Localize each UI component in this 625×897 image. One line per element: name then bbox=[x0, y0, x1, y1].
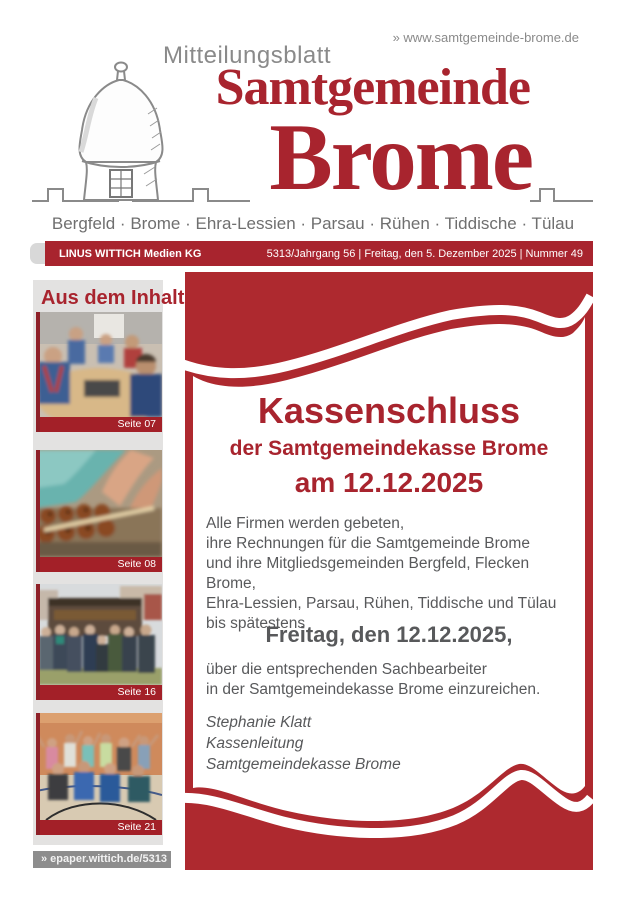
masthead-kicker: Mitteilungsblatt bbox=[163, 42, 332, 69]
photo-group-outdoors-image bbox=[36, 584, 162, 685]
photo-accent-stripe bbox=[36, 450, 40, 572]
notice-body bbox=[206, 514, 574, 634]
sidebar-heading: Aus dem Inhalt bbox=[41, 287, 185, 309]
body-line: über die entsprechenden Sachbearbeiter bbox=[206, 661, 487, 678]
notice-subtitle: der Samtgemeindekasse Brome bbox=[229, 437, 549, 460]
masthead-title-line1: Samtgemeinde bbox=[215, 59, 530, 116]
photo-children-baking-image bbox=[36, 312, 162, 417]
notice-title: Kassenschluss bbox=[257, 390, 521, 431]
notice-panel bbox=[185, 272, 593, 870]
notice-deadline: Freitag, den 12.12.2025, bbox=[265, 622, 513, 647]
body-line: in der Samtgemeindekasse Brome einzureichen. bbox=[206, 681, 541, 698]
member-municipalities: Bergfeld · Brome · Ehra-Lessien · Parsau · Rühen · Tiddische · Tülau bbox=[51, 214, 575, 233]
body-line: ihre Rechnungen für die Samtgemeinde Brome bbox=[206, 535, 530, 552]
tower-icon bbox=[80, 63, 163, 201]
photo-baked-goods-image bbox=[36, 450, 162, 557]
issue-bar bbox=[45, 241, 593, 266]
photo-caption: Seite 07 bbox=[36, 417, 162, 432]
notice-date: am 12.12.2025 bbox=[294, 467, 484, 498]
teaser-photo-gym-group bbox=[36, 713, 162, 835]
body-line: Alle Firmen werden gebeten, bbox=[206, 515, 405, 532]
signature-line: Samtgemeindekasse Brome bbox=[206, 756, 401, 773]
photo-accent-stripe bbox=[36, 713, 40, 835]
photo-caption: Seite 16 bbox=[36, 685, 162, 700]
notice-content bbox=[185, 272, 593, 870]
notice-signature bbox=[206, 712, 574, 775]
photo-accent-stripe bbox=[36, 584, 40, 700]
signature-line: Stephanie Klatt bbox=[206, 714, 312, 731]
body-line: bis spätestens bbox=[206, 615, 306, 632]
photo-caption: Seite 21 bbox=[36, 820, 162, 835]
body-line: Ehra-Lessien, Parsau, Rühen, Tiddische und Tülau bbox=[206, 595, 557, 612]
notice-body-2 bbox=[206, 660, 574, 700]
teaser-photo-baked-goods bbox=[36, 450, 162, 572]
photo-accent-stripe bbox=[36, 312, 40, 432]
masthead-title-line2: Brome bbox=[269, 104, 532, 210]
epaper-link[interactable]: » epaper.wittich.de/5313 bbox=[33, 851, 171, 868]
issue-info: 5313/Jahrgang 56 | Freitag, den 5. Dezember 2025 | Nummer 49 bbox=[266, 247, 583, 260]
photo-gym-group-image bbox=[36, 713, 162, 820]
body-line: und ihre Mitgliedsgemeinden Bergfeld, Flecken Brome, bbox=[206, 555, 530, 592]
website-link[interactable]: » www.samtgemeinde-brome.de bbox=[392, 30, 579, 45]
teaser-photo-group-outdoors bbox=[36, 584, 162, 700]
photo-caption: Seite 08 bbox=[36, 557, 162, 572]
signature-line: Kassenleitung bbox=[206, 735, 304, 752]
teaser-photo-children-baking bbox=[36, 312, 162, 432]
publisher-name: LINUS WITTICH Medien KG bbox=[59, 247, 202, 260]
